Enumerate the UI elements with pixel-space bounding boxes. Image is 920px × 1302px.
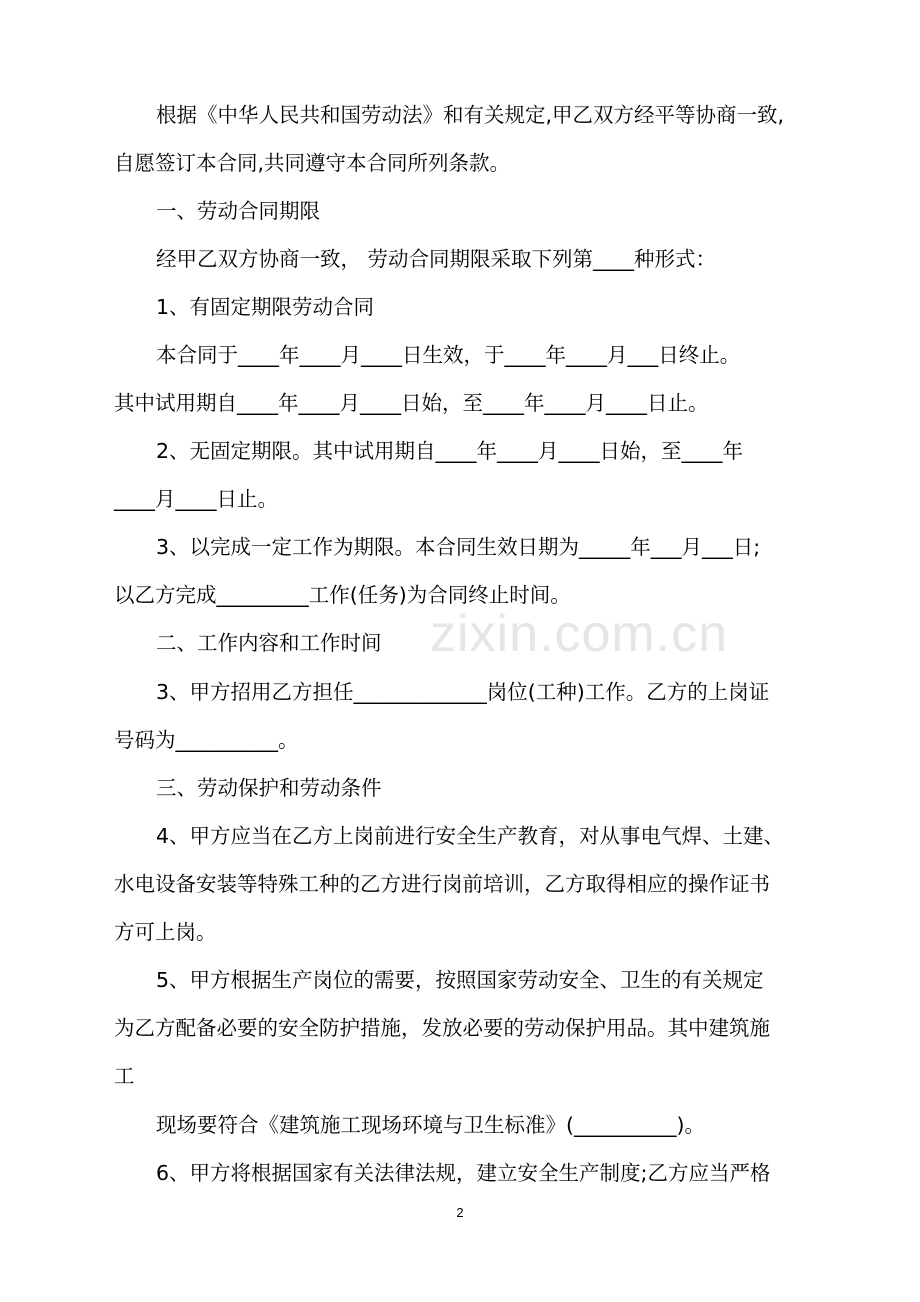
text-line: 现场要符合《建筑施工现场环境与卫生标准》(__________)。 — [156, 1113, 705, 1137]
section-heading: 一、劳动合同期限 — [156, 199, 320, 223]
text-line: 号码为__________。 — [114, 728, 299, 752]
section-heading: 二、工作内容和工作时间 — [156, 631, 382, 655]
section-heading: 三、劳动保护和劳动条件 — [156, 776, 382, 800]
text-line: 2、无固定期限。其中试用期自____年____月____日始，至____年 — [156, 439, 744, 463]
text-line: 工 — [114, 1064, 135, 1088]
text-line: 以乙方完成_________工作(任务)为合同终止时间。 — [114, 583, 571, 607]
text-line: 自愿签订本合同,共同遵守本合同所列条款。 — [114, 151, 511, 175]
text-line: 本合同于____年____月____日生效，于____年____月___日终止。 — [156, 343, 741, 367]
text-line: 5、甲方根据生产岗位的需要，按照国家劳动安全、卫生的有关规定 — [156, 968, 764, 992]
watermark: zixin.com.cn — [430, 605, 729, 663]
text-line: 为乙方配备必要的安全防护措施，发放必要的劳动保护用品。其中建筑施 — [114, 1016, 770, 1040]
text-line: 方可上岗。 — [114, 920, 217, 944]
text-line: 水电设备安装等特殊工种的乙方进行岗前培训，乙方取得相应的操作证书 — [114, 872, 770, 896]
text-line: 3、以完成一定工作为期限。本合同生效日期为_____年___月___日; — [156, 535, 761, 559]
text-line: 1、有固定期限劳动合同 — [156, 295, 375, 319]
text-line: 3、甲方招用乙方担任_____________岗位(工种)工作。乙方的上岗证 — [156, 680, 770, 704]
text-line: 经甲乙双方协商一致， 劳动合同期限采取下列第____种形式： — [156, 247, 717, 271]
text-line: 其中试用期自____年____月____日始，至____年____月____日止。 — [114, 391, 709, 415]
text-line: 6、甲方将根据国家有关法律法规，建立安全生产制度;乙方应当严格 — [156, 1161, 771, 1185]
page-number: 2 — [456, 1205, 464, 1220]
text-line: 根据《中华人民共和国劳动法》和有关规定,甲乙双方经平等协商一致, — [156, 103, 785, 127]
text-line: ____月____日止。 — [114, 487, 278, 511]
text-line: 4、甲方应当在乙方上岗前进行安全生产教育，对从事电气焊、土建、 — [156, 824, 785, 848]
